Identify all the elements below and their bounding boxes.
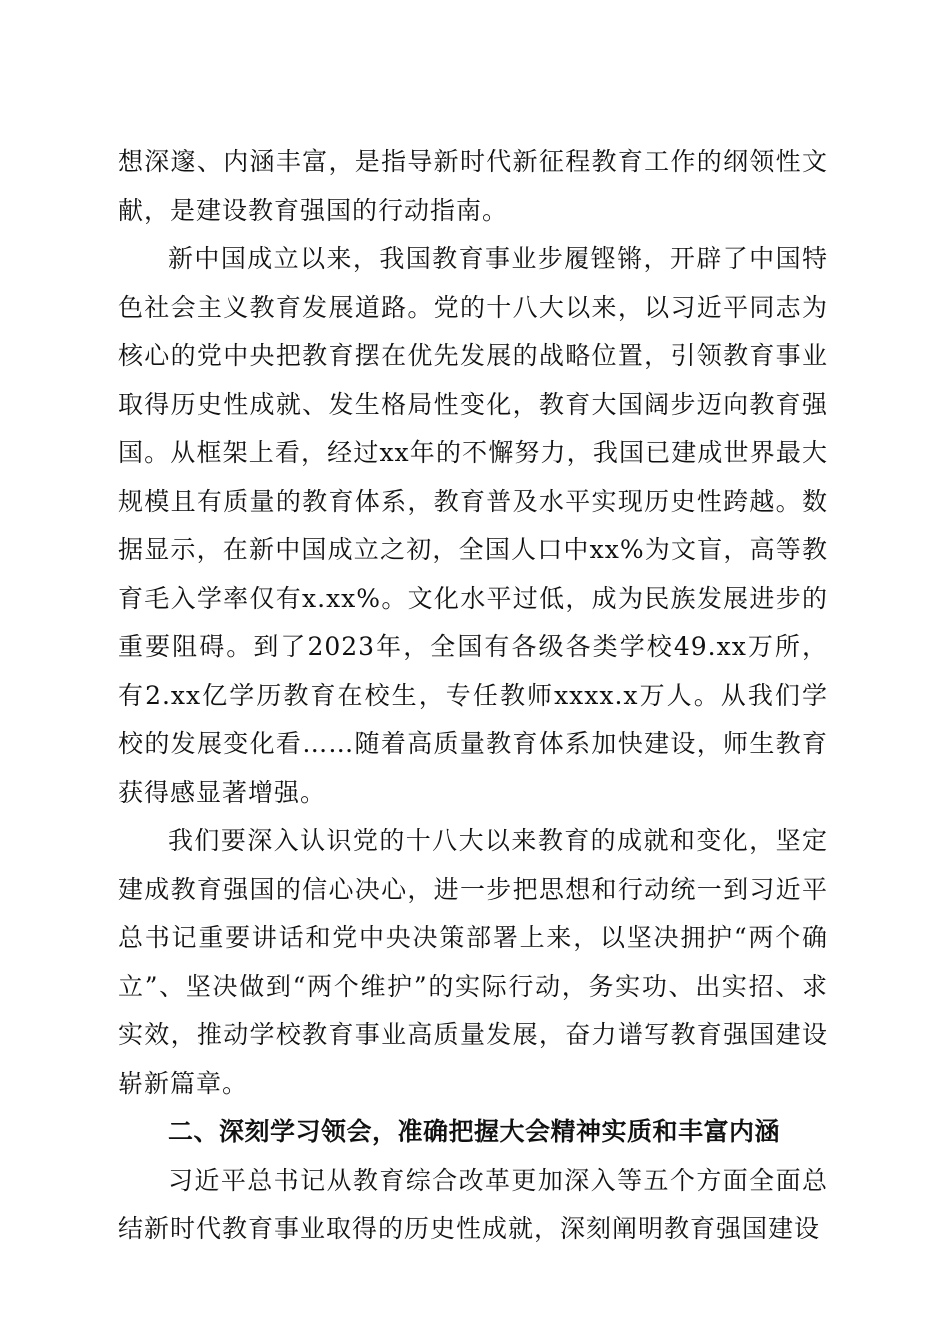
document-body <box>118 138 828 1254</box>
paragraph-education-history: 新中国成立以来，我国教育事业步履铿锵，开辟了中国特色社会主义教育发展道路。党的十八大以来，以习近平同志为核心的党中央把教育摆在优先发展的战略位置，引领教育事业取得历史性成就、发生格局性变化，教育大国阔步迈向教育强国。从框架上看，经过xx年的不懈努力，我国已建成世界最大规模且有质量的教育体系，教育普及水平实现历史性跨越。数据显示，在新中国成立之初，全国人口中xx%为文盲，高等教育毛入学率仅有x.xx%。文化水平过低，成为民族发展进步的重要阻碍。到了2023年，全国有各级各类学校49.xx万所，有2.xx亿学历教育在校生，专任教师xxxx.x万人。从我们学校的发展变化看……随着高质量教育体系加快建设，师生教育获得感显著增强。 <box>118 244 828 807</box>
paragraph-call-to-action: 我们要深入认识党的十八大以来教育的成就和变化，坚定建成教育强国的信心决心，进一步把思想和行动统一到习近平总书记重要讲话和党中央决策部署上来，以坚决拥护“两个确立”、坚决做到“两个维护”的实际行动，务实功、出实招、求实效，推动学校教育事业高质量发展，奋力谱写教育强国建设崭新篇章。 <box>118 826 828 1098</box>
paragraph-section-intro: 习近平总书记从教育综合改革更加深入等五个方面全面总结新时代教育事业取得的历史性成就，深刻阐明教育强国建设 <box>118 1165 828 1243</box>
paragraph-continuation: 想深邃、内涵丰富，是指导新时代新征程教育工作的纲领性文献，是建设教育强国的行动指南。 <box>118 147 828 225</box>
section-heading: 二、深刻学习领会，准确把握大会精神实质和丰富内涵 <box>168 1117 781 1146</box>
